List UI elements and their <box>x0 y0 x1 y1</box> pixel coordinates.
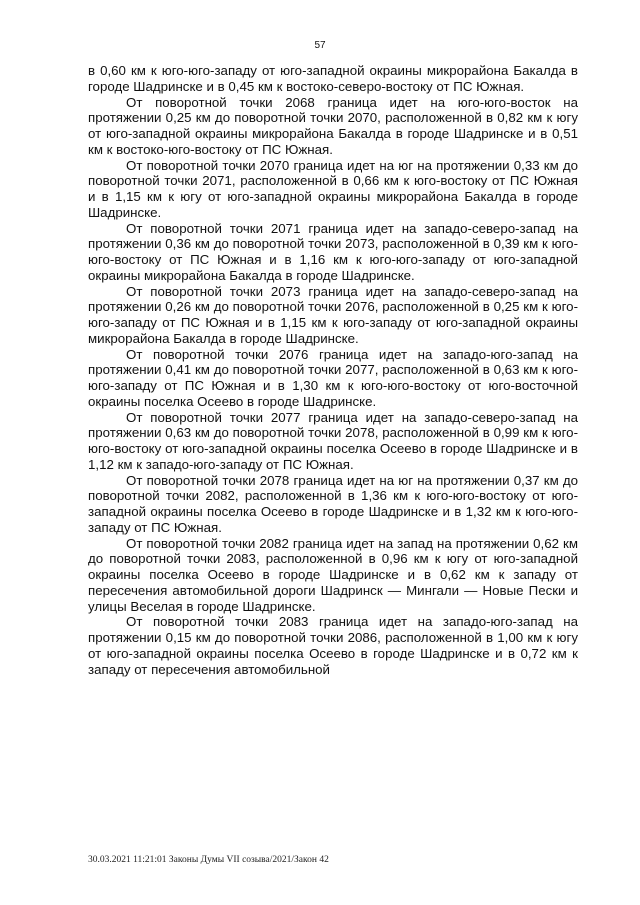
paragraph: От поворотной точки 2077 граница идет на западо-северо-запад на протяжении 0,63 км до поворотной точки 2078, расположенной в 0,99 км к юго-юго-востоку от юго-западной окраины поселка Осеево в городе Шадринске и в 1,12 км к западо-юго-западу от ПС Южная. <box>88 409 578 472</box>
paragraph: От поворотной точки 2071 граница идет на западо-северо-запад на протяжении 0,36 км до поворотной точки 2073, расположенной в 0,39 км к юго-юго-востоку от ПС Южная и в 1,16 км к юго-юго-западу от юго-западной окраины микрорайона Бакалда в городе Шадринске. <box>88 220 578 283</box>
paragraph: От поворотной точки 2070 граница идет на юг на протяжении 0,33 км до поворотной точки 2071, расположенной в 0,66 км к юго-востоку от ПС Южная и в 1,15 км к югу от юго-западной окраины микрорайона Бакалда в городе Шадринске. <box>88 157 578 220</box>
paragraph: От поворотной точки 2073 граница идет на западо-северо-запад на протяжении 0,26 км до поворотной точки 2076, расположенной в 0,25 км к юго-юго-западу от ПС Южная и в 1,15 км к юго-западу от юго-западной окраины микрорайона Бакалда в городе Шадринске. <box>88 283 578 346</box>
paragraph: в 0,60 км к юго-юго-западу от юго-западной окраины микрорайона Бакалда в городе Шадринске и в 0,45 км к востоко-северо-востоку от ПС Южная. <box>88 63 578 94</box>
document-body <box>88 63 578 677</box>
page-number: 57 <box>314 40 326 51</box>
paragraph: От поворотной точки 2083 граница идет на западо-юго-запад на протяжении 0,15 км до поворотной точки 2086, расположенной в 1,00 км к югу от юго-западной окраины поселка Осеево в городе Шадринске и в 0,72 км к западу от пересечения автомобильной <box>88 614 578 677</box>
paragraph: От поворотной точки 2082 граница идет на запад на протяжении 0,62 км до поворотной точки 2083, расположенной в 0,96 км к югу от юго-западной окраины поселка Осеево в городе Шадринске и в 0,62 км к западу от пересечения автомобильной дороги Шадринск — Мингали — Новые Пески и улицы Веселая в городе Шадринске. <box>88 535 578 614</box>
document-footer: 30.03.2021 11:21:01 Законы Думы VII созыва/2021/Закон 42 <box>88 855 329 865</box>
paragraph: От поворотной точки 2068 граница идет на юго-юго-восток на протяжении 0,25 км до поворотной точки 2070, расположенной в 0,82 км к югу от юго-западной окраины микрорайона Бакалда в городе Шадринске и в 0,51 км к востоко-юго-востоку от ПС Южная. <box>88 94 578 157</box>
paragraph: От поворотной точки 2078 граница идет на юг на протяжении 0,37 км до поворотной точки 2082, расположенной в 1,36 км к юго-юго-востоку от юго-западной окраины поселка Осеево в городе Шадринске и в 1,32 км к юго-юго-западу от ПС Южная. <box>88 472 578 535</box>
paragraph: От поворотной точки 2076 граница идет на западо-юго-запад на протяжении 0,41 км до поворотной точки 2077, расположенной в 0,63 км к юго-юго-западу от ПС Южная и в 1,30 км к юго-юго-востоку от юго-восточной окраины поселка Осеево в городе Шадринске. <box>88 346 578 409</box>
